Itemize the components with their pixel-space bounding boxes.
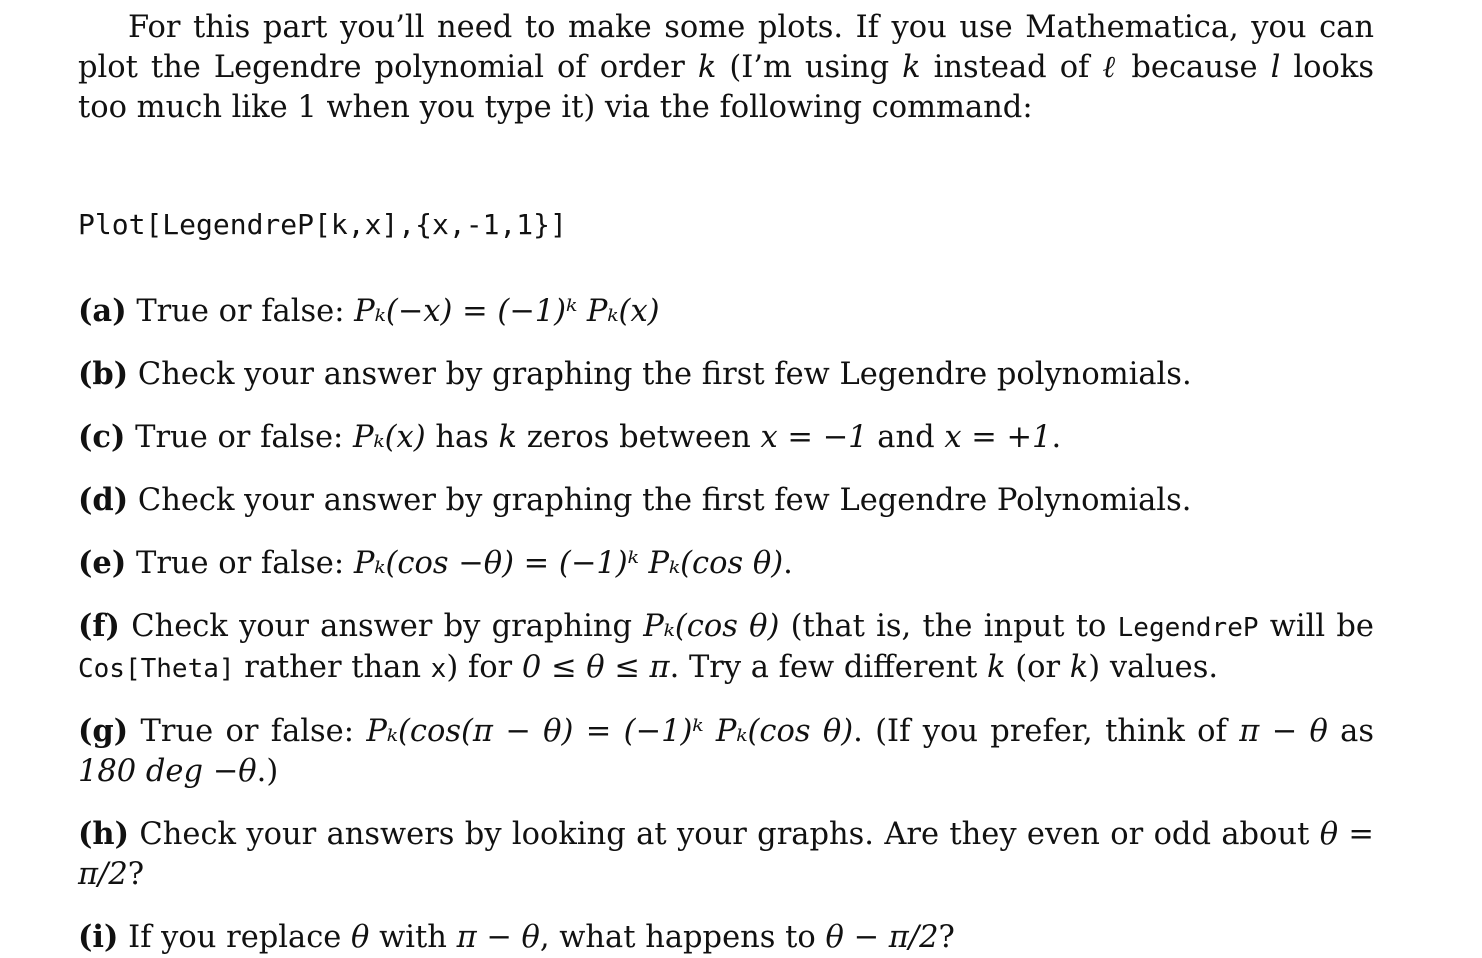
math-expression: k	[987, 650, 1006, 685]
math-expression: 180 deg −θ	[78, 754, 257, 789]
item-g	[78, 711, 1374, 792]
item-text: .	[1051, 420, 1062, 455]
mathematica-command: Plot[LegendreP[k,x],{x,-1,1}]	[78, 208, 567, 241]
item-text: rather than	[234, 650, 431, 685]
math-expression: π − θ	[1239, 714, 1328, 749]
math-expression: Pₖ(cos(π − θ) = (−1)ᵏ Pₖ(cos θ)	[366, 714, 854, 749]
item-text: and	[867, 420, 945, 455]
math-expression: x = −1	[760, 420, 868, 455]
item-label: (c)	[78, 419, 126, 455]
item-text: Check your answer by graphing the first few Legendre polynomials.	[128, 357, 1192, 392]
math-expression: 0 ≤ θ ≤ π	[521, 650, 670, 685]
item-text: . (If you prefer, think of	[853, 714, 1240, 749]
math-expression: θ	[351, 920, 370, 955]
item-text: as	[1327, 714, 1375, 749]
math-expression: π − θ	[456, 920, 540, 955]
item-label: (i)	[78, 919, 119, 955]
item-label: (g)	[78, 713, 129, 749]
intro-text: For this part you’ll need to make some plots. If you use Mathematica, you can plot the Legendre polynomial of order	[78, 10, 1374, 85]
math-k: k	[697, 50, 717, 85]
item-text: If you replace	[118, 920, 352, 955]
item-e	[78, 543, 1374, 584]
document-page	[78, 8, 1374, 958]
intro-text: looks too much like 1 when you type it) via the following command:	[78, 50, 1374, 125]
item-text: will be	[1258, 609, 1374, 644]
item-label: (d)	[78, 482, 129, 518]
item-label: (f)	[78, 608, 120, 644]
math-expression: θ − π/2	[825, 920, 939, 955]
item-text: True or false:	[126, 546, 354, 581]
item-label: (h)	[78, 816, 130, 852]
item-d	[78, 480, 1374, 521]
item-text: Check your answer by graphing the first few Legendre Polynomials.	[128, 483, 1192, 518]
item-h	[78, 814, 1374, 895]
item-label: (b)	[78, 356, 129, 392]
inline-code: Cos[Theta]	[78, 654, 235, 684]
item-a	[78, 291, 1374, 332]
item-text: True or false:	[126, 294, 355, 329]
math-k: k	[902, 50, 921, 85]
math-ell: ℓ	[1102, 50, 1119, 85]
intro-text: instead of	[920, 50, 1103, 85]
math-expression: Pₖ(−x) = (−1)ᵏ Pₖ(x)	[354, 294, 660, 329]
intro-text: because	[1118, 50, 1271, 85]
item-text: Check your answer by graphing	[119, 609, 644, 644]
item-text: True or false:	[128, 714, 367, 749]
math-l: l	[1270, 50, 1281, 85]
math-expression: k	[498, 420, 517, 455]
item-text: zeros between	[517, 420, 761, 455]
math-expression: Pₖ(cos θ)	[643, 609, 780, 644]
item-text: .)	[256, 754, 279, 789]
item-text: , what happens to	[539, 920, 826, 955]
item-f	[78, 606, 1374, 689]
item-c	[78, 417, 1374, 458]
item-text: True or false:	[125, 420, 353, 455]
item-text: (or	[1005, 650, 1070, 685]
item-text: Check your answers by looking at your graphs. Are they even or odd about	[129, 817, 1320, 852]
intro-paragraph	[78, 8, 1374, 128]
math-expression: θ = π/2	[78, 817, 1374, 892]
math-expression: x = +1	[944, 420, 1052, 455]
item-i	[78, 917, 1374, 958]
item-b	[78, 354, 1374, 395]
item-text: . Try a few different	[669, 650, 988, 685]
item-label: (a)	[78, 293, 127, 329]
inline-code: x	[430, 654, 447, 684]
item-label: (e)	[78, 545, 127, 581]
item-text: (that is, the input to	[779, 609, 1118, 644]
item-text: ?	[127, 857, 145, 892]
item-text: has	[425, 420, 499, 455]
math-expression: k	[1069, 650, 1089, 685]
math-expression: Pₖ(cos −θ) = (−1)ᵏ Pₖ(cos θ)	[353, 546, 784, 581]
intro-text: (I’m using	[716, 50, 903, 85]
item-text: with	[369, 920, 457, 955]
math-expression: Pₖ(x)	[352, 420, 426, 455]
item-text: .	[783, 546, 793, 581]
item-text: ?	[938, 920, 955, 955]
item-text: ) values.	[1088, 650, 1219, 685]
inline-code: LegendreP	[1117, 613, 1259, 643]
item-text: ) for	[446, 650, 522, 685]
